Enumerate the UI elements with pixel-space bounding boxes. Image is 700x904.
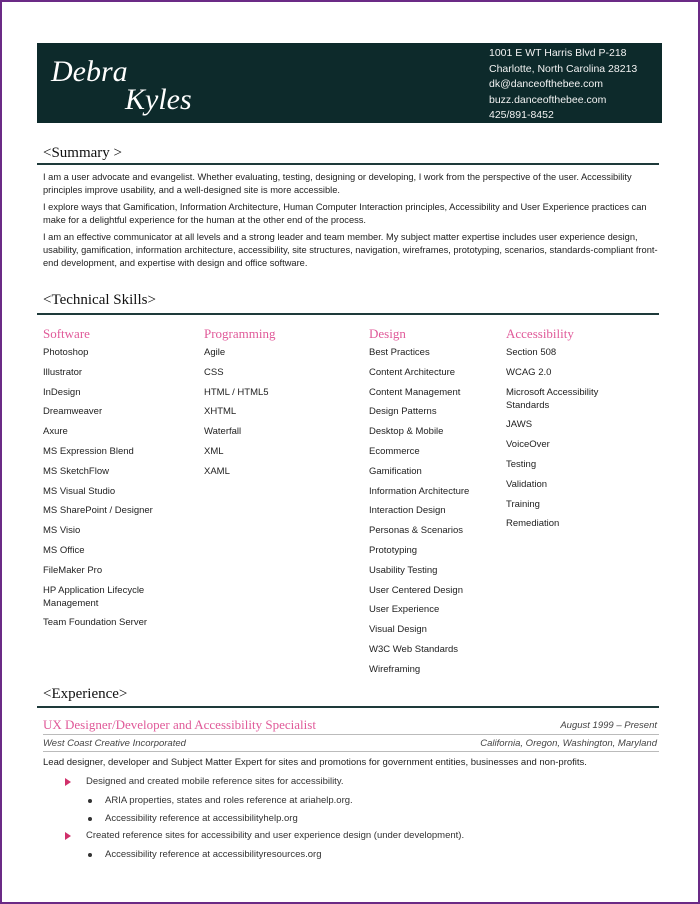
job-bullet-text: Created reference sites for accessibility and user experience design (under development).	[86, 830, 465, 841]
skill-item: W3C Web Standards	[369, 643, 459, 655]
dot-bullet-icon	[88, 853, 92, 857]
skill-item: Content Management	[369, 386, 461, 398]
job-sub-bullet	[88, 849, 321, 860]
skill-item: Information Architecture	[369, 485, 470, 497]
job-bullet	[65, 776, 344, 787]
job-dates: August 1999 – Present	[560, 720, 657, 731]
skill-item: Personas & Scenarios	[369, 525, 463, 537]
skills-column-title: Programming	[204, 326, 276, 341]
experience-rule	[37, 706, 659, 708]
skills-column-title: Software	[43, 326, 90, 341]
skill-item: Photoshop	[43, 347, 89, 358]
skill-item: Testing	[506, 458, 537, 470]
name-first: Debra	[51, 55, 128, 88]
skill-item: Illustrator	[43, 366, 83, 378]
skill-item: Usability Testing	[369, 564, 438, 576]
contact-email[interactable]: dk@danceofthebee.com	[489, 78, 603, 90]
skills-column-programming	[204, 326, 344, 485]
skill-item: Wireframing	[369, 663, 421, 675]
contact-info	[489, 46, 637, 124]
skill-item: MS Visio	[43, 525, 81, 537]
skill-item: MS Office	[43, 544, 85, 556]
job-company: West Coast Creative Incorporated	[43, 738, 186, 749]
skill-item: CSS	[204, 366, 224, 378]
skill-item: Desktop & Mobile	[369, 426, 444, 438]
contact-website[interactable]: buzz.danceofthebee.com	[489, 93, 607, 106]
skill-item: Microsoft Accessibility Standards	[506, 386, 599, 411]
triangle-bullet-icon	[65, 778, 71, 786]
skill-item: MS Expression Blend	[43, 445, 134, 457]
skill-item: Team Foundation Server	[43, 617, 148, 629]
job-location: California, Oregon, Washington, Maryland	[480, 738, 657, 749]
skill-item: FileMaker Pro	[43, 564, 103, 576]
contact-address: 1001 E WT Harris Blvd P-218	[489, 47, 627, 59]
skill-item: HTML / HTML5	[204, 386, 269, 398]
job-bullet-text: Designed and created mobile reference sites for accessibility.	[86, 776, 344, 787]
name-logo	[47, 49, 227, 117]
skill-item: Axure	[43, 426, 68, 438]
job-sub-bullet-text: Accessibility reference at accessibilityresources.org	[105, 849, 322, 860]
skill-item: User Centered Design	[369, 584, 463, 596]
skill-item: Content Architecture	[369, 366, 456, 378]
skill-item: Agile	[204, 347, 226, 358]
skill-item: Section 508	[506, 347, 557, 358]
skills-column-design	[369, 326, 509, 683]
skill-item: MS SketchFlow	[43, 465, 109, 477]
contact-city: Charlotte, North Carolina 28213	[489, 62, 638, 75]
skill-item: WCAG 2.0	[506, 366, 552, 378]
skill-item: Dreamweaver	[43, 406, 103, 418]
skill-item: Visual Design	[369, 624, 427, 636]
skills-rule	[37, 313, 659, 315]
job-summary: Lead designer, developer and Subject Matter Expert for sites and promotions for government entities, businesses and non-profits.	[43, 757, 587, 768]
skill-item: MS SharePoint / Designer	[43, 505, 153, 517]
summary-paragraph: I explore ways that Gamification, Information Architecture, Human Computer Interaction principles, Accessibility and User Experience practices can make for a delightful experience for the human at the other end of the process.	[43, 202, 647, 225]
skill-item: Waterfall	[204, 426, 242, 438]
skills-heading: <Technical Skills>	[43, 292, 156, 308]
summary-heading: <Summary >	[43, 145, 122, 161]
summary-paragraph: I am an effective communicator at all levels and a strong leader and team member. My subject matter expertise includes user experience design, usability, gamification, information architecture, accessibility, site structures, navigation, wireframes, prototyping, scenarios, standards-compliant front-end development, and expertise with design and office software.	[43, 232, 658, 268]
dot-bullet-icon	[88, 817, 92, 821]
job-title: UX Designer/Developer and Accessibility Specialist	[43, 717, 316, 732]
skill-item: MS Visual Studio	[43, 485, 116, 497]
name-last: Kyles	[125, 83, 192, 116]
skills-column-software	[43, 326, 183, 636]
skills-column-title: Accessibility	[506, 326, 574, 341]
contact-phone: 425/891-8452	[489, 109, 554, 121]
skill-item: JAWS	[506, 419, 533, 431]
job-bullet	[65, 830, 464, 841]
job-sub-bullet-text: Accessibility reference at accessibilityhelp.org	[105, 813, 298, 824]
skills-column-accessibility	[506, 326, 646, 537]
skill-item: VoiceOver	[506, 439, 550, 451]
skill-item: Gamification	[369, 465, 422, 477]
summary-text	[43, 171, 658, 274]
skills-column-title: Design	[369, 326, 406, 341]
skill-item: Interaction Design	[369, 505, 446, 517]
skill-item: XHTML	[204, 406, 237, 418]
skill-item: Remediation	[506, 518, 560, 530]
skill-item: Validation	[506, 478, 548, 490]
job-sub-bullet	[88, 795, 353, 806]
job-divider	[43, 734, 659, 735]
triangle-bullet-icon	[65, 832, 71, 840]
experience-heading: <Experience>	[43, 686, 128, 702]
summary-paragraph: I am a user advocate and evangelist. Whether evaluating, testing, designing or developing, I work from the perspective of the user. Accessibility principles improve usability, and a well-designed site is more accessible.	[43, 172, 632, 195]
job-sub-bullet	[88, 813, 298, 824]
skill-item: Training	[506, 498, 540, 510]
dot-bullet-icon	[88, 799, 92, 803]
skill-item: XML	[204, 445, 224, 457]
summary-rule	[37, 163, 659, 165]
job-divider	[43, 751, 659, 752]
skill-item: Best Practices	[369, 347, 430, 358]
skill-item: Ecommerce	[369, 445, 420, 457]
skill-item: Prototyping	[369, 544, 418, 556]
skill-item: InDesign	[43, 386, 81, 398]
resume-header	[37, 43, 662, 123]
skill-item: XAML	[204, 465, 230, 477]
skill-item: HP Application Lifecycle Management	[43, 584, 145, 609]
job-sub-bullet-text: ARIA properties, states and roles reference at ariahelp.org.	[105, 795, 353, 806]
skill-item: Design Patterns	[369, 406, 437, 418]
skill-item: User Experience	[369, 604, 440, 616]
